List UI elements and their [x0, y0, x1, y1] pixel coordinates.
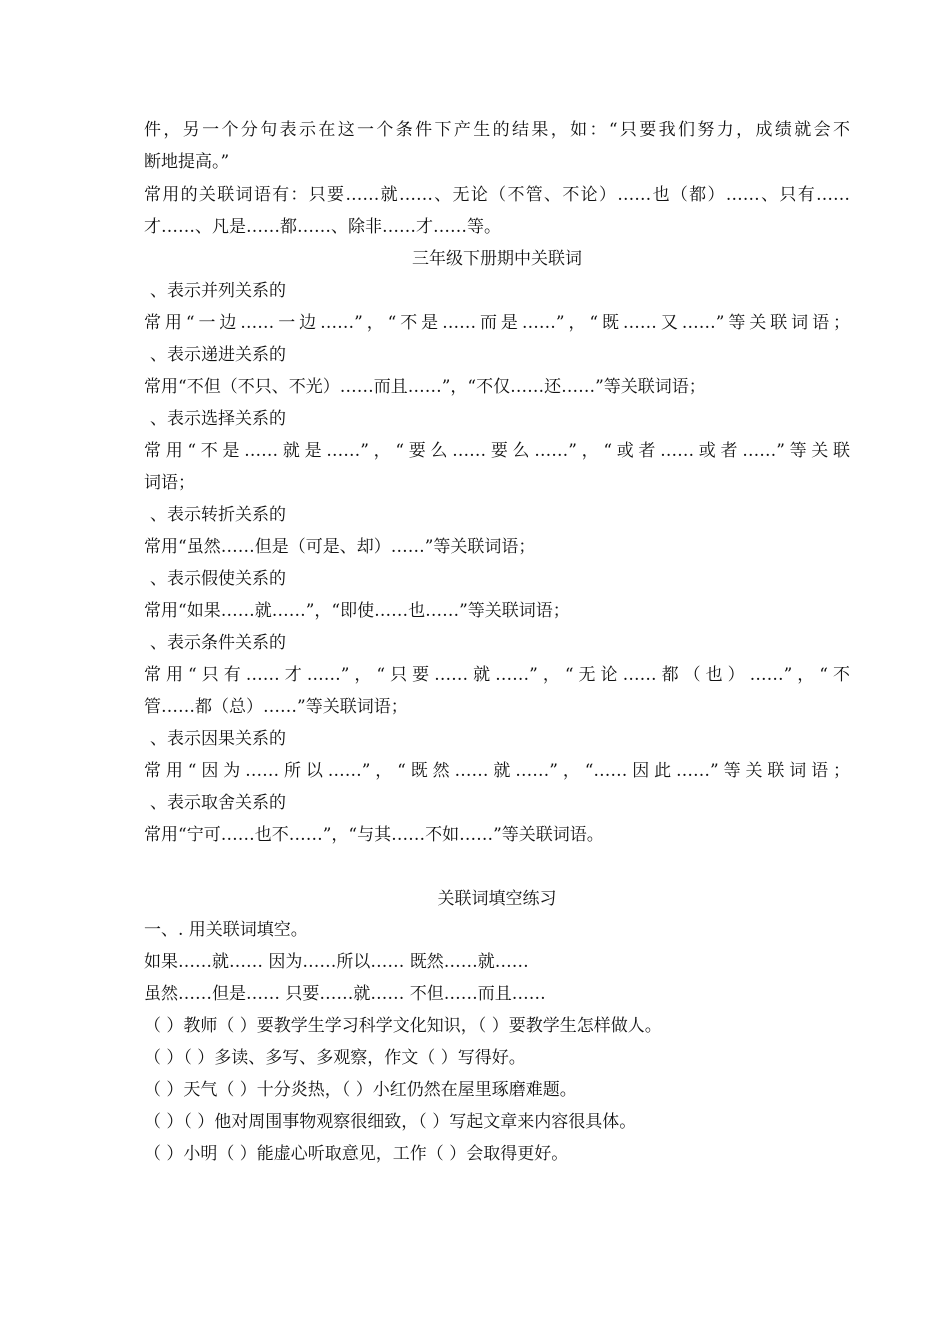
- item-text: 词语；: [144, 473, 195, 493]
- item-heading: 、表示条件关系的: [150, 633, 286, 653]
- question-line: （ ）教师（ ）要教学生学习科学文化知识，（ ）要教学生怎样做人。: [144, 1016, 662, 1036]
- intro-line-3: 常用的关联词语有：只要……就……、无论（不管、不论）……也（都）……、只有……: [144, 185, 850, 205]
- word-bank-line: 如果……就…… 因为……所以…… 既然……就……: [144, 952, 529, 972]
- intro-line-4: 才……、凡是……都……、除非……才……等。: [144, 217, 501, 237]
- item-text: 常用“一边……一边……”，“不是……而是……”，“既……又……”等关联词语；: [144, 313, 850, 333]
- item-heading: 、表示因果关系的: [150, 729, 286, 749]
- item-heading: 、表示取舍关系的: [150, 793, 286, 813]
- item-text: 常用“不但（不只、不光）……而且……”，“不仅……还……”等关联词语；: [144, 377, 706, 397]
- section-title: 三年级下册期中关联词: [412, 249, 582, 269]
- question-line: （ ）小明（ ）能虚心听取意见，工作（ ）会取得更好。: [144, 1144, 569, 1164]
- item-text: 常用“虽然……但是（可是、却）……”等关联词语；: [144, 537, 536, 557]
- item-text: 常用“因为……所以……”，“既然……就……”，“……因此……”等关联词语；: [144, 761, 850, 781]
- question-line: （ ）（ ）多读、多写、多观察，作文（ ）写得好。: [144, 1048, 526, 1068]
- item-heading: 、表示选择关系的: [150, 409, 286, 429]
- item-heading: 、表示递进关系的: [150, 345, 286, 365]
- item-text: 常用“只有……才……”，“只要……就……”，“无论……都（也）……”，“不: [144, 665, 850, 685]
- item-heading: 、表示并列关系的: [150, 281, 286, 301]
- exercise-title: 关联词填空练习: [437, 889, 557, 909]
- word-bank-line: 虽然……但是…… 只要……就…… 不但……而且……: [144, 984, 546, 1004]
- item-text: 常用“宁可……也不……”，“与其……不如……”等关联词语。: [144, 825, 604, 845]
- exercise-subtitle: 一、. 用关联词填空。: [144, 920, 308, 940]
- intro-line-1: 件，另一个分句表示在这一个条件下产生的结果，如：“只要我们努力，成绩就会不: [144, 120, 850, 140]
- item-text: 管……都（总）……”等关联词语；: [144, 697, 408, 717]
- question-line: （ ）天气（ ）十分炎热，（ ）小红仍然在屋里琢磨难题。: [144, 1080, 577, 1100]
- item-text: 常用“如果……就……”，“即使……也……”等关联词语；: [144, 601, 570, 621]
- question-line: （ ）（ ）他对周围事物观察很细致，（ ）写起文章来内容很具体。: [144, 1112, 637, 1132]
- intro-line-2: 断地提高。”: [144, 152, 230, 172]
- item-heading: 、表示转折关系的: [150, 505, 286, 525]
- item-heading: 、表示假使关系的: [150, 569, 286, 589]
- item-text: 常用“不是……就是……”，“要么……要么……”，“或者……或者……”等关联: [144, 441, 850, 461]
